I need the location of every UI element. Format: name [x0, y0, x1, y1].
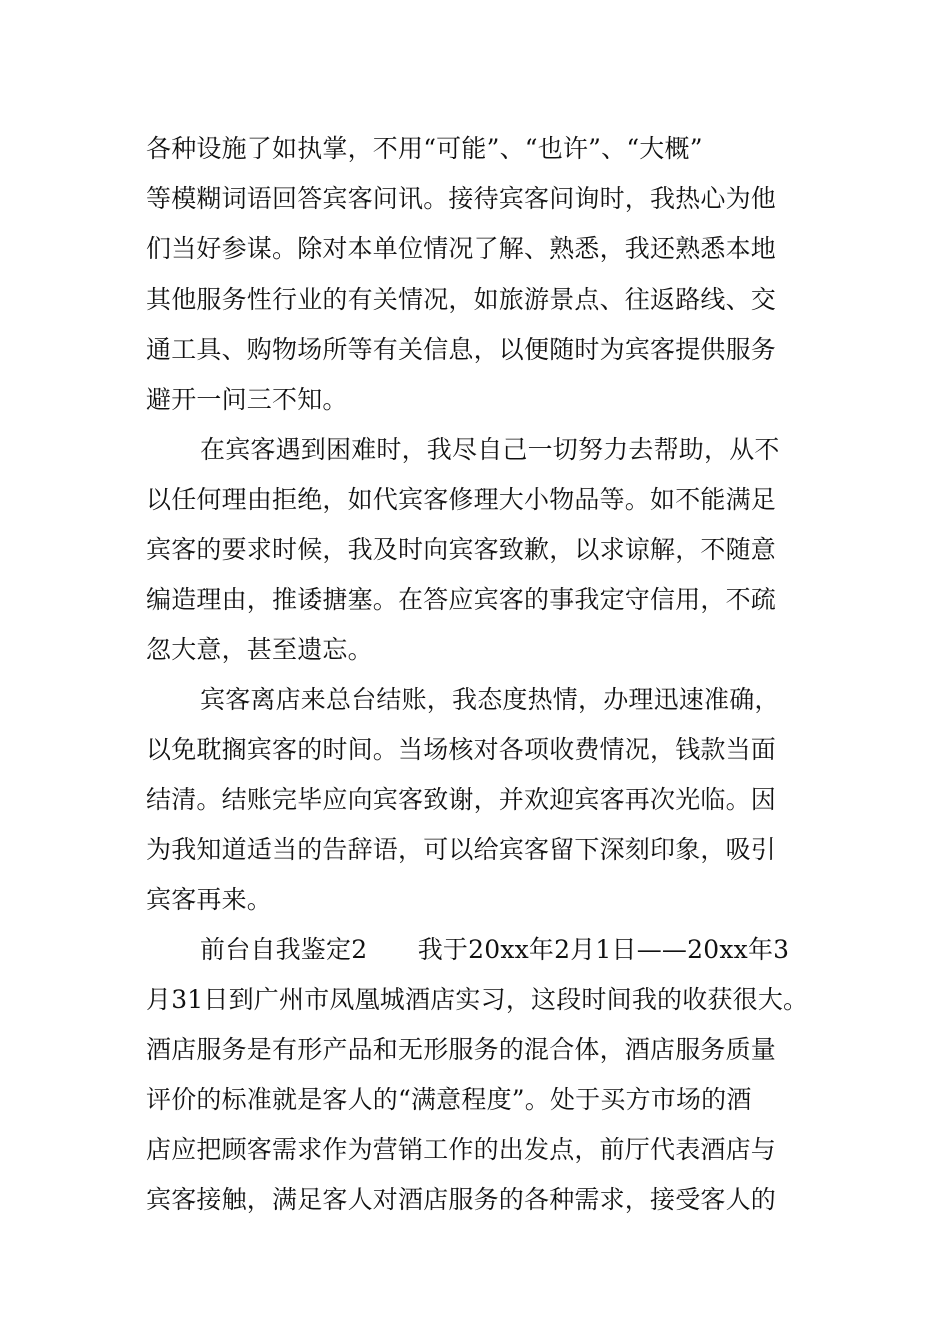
- text-line: 以免耽搁宾客的时间。当场核对各项收费情况，钱款当面: [146, 735, 777, 764]
- text-line: 通工具、购物场所等有关信息，以便随时为宾客提供服务: [146, 335, 777, 364]
- text-line: 避开一问三不知。: [146, 385, 348, 414]
- text-line: 忽大意，甚至遗忘。: [146, 635, 373, 664]
- text-line: 在宾客遇到困难时，我尽自己一切努力去帮助，从不: [200, 435, 780, 464]
- text-line: 宾客再来。: [146, 885, 273, 914]
- text-line: 编造理由，推诿搪塞。在答应宾客的事我定守信用，不疏: [146, 585, 777, 614]
- text-line: 店应把顾客需求作为营销工作的出发点，前厅代表酒店与: [146, 1135, 777, 1164]
- text-line: 为我知道适当的告辞语，可以给宾客留下深刻印象，吸引: [146, 835, 777, 864]
- text-line: 等模糊词语回答宾客问讯。接待宾客问询时，我热心为他: [146, 184, 777, 213]
- text-line: 酒店服务是有形产品和无形服务的混合体，酒店服务质量: [146, 1035, 777, 1064]
- text-line: 以任何理由拒绝，如代宾客修理大小物品等。如不能满足: [146, 485, 777, 514]
- text-line: 结清。结账完毕应向宾客致谢，并欢迎宾客再次光临。因: [146, 785, 777, 814]
- text-line: 月31日到广州市凤凰城酒店实习，这段时间我的收获很大。: [146, 985, 809, 1014]
- text-line: 其他服务性行业的有关情况，如旅游景点、往返路线、交: [146, 285, 777, 314]
- text-line: 宾客离店来总台结账，我态度热情，办理迅速准确，: [200, 685, 780, 714]
- text-line: 宾客接触，满足客人对酒店服务的各种需求，接受客人的: [146, 1185, 777, 1214]
- text-line: 评价的标准就是客人的“满意程度”。处于买方市场的酒: [146, 1085, 752, 1114]
- section-heading-line: 前台自我鉴定2 我于20xx年2月1日——20xx年3: [200, 935, 790, 964]
- text-line: 宾客的要求时候，我及时向宾客致歉，以求谅解，不随意: [146, 535, 777, 564]
- text-line: 各种设施了如执掌，不用“可能”、“也许”、“大概”: [146, 134, 703, 163]
- text-line: 们当好参谋。除对本单位情况了解、熟悉，我还熟悉本地: [146, 234, 777, 263]
